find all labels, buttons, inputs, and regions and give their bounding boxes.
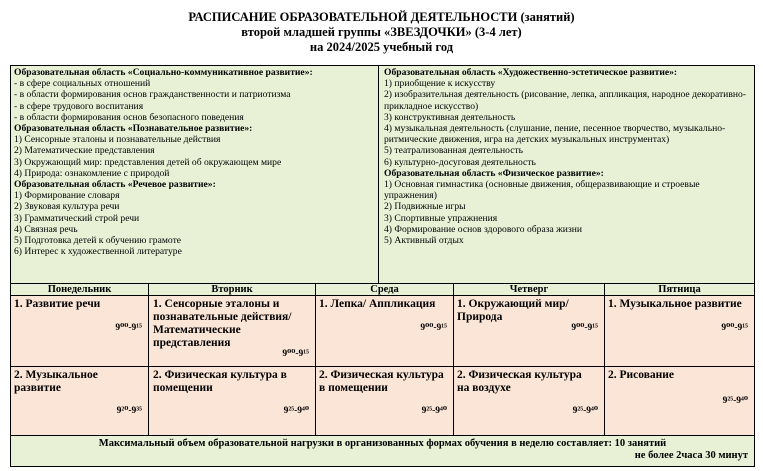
area-item: 2) Математические представления bbox=[14, 145, 155, 157]
lesson-title: 1. Сенсорные эталоны и познавательные действия/ Математические представления bbox=[153, 298, 292, 349]
lesson-time: 9⁰⁰-9¹⁵ bbox=[571, 323, 598, 333]
area-heading-social: Образовательная область «Социально-коммуникативное развитие»: bbox=[14, 67, 313, 78]
area-item: 3) Грамматический строй речи bbox=[14, 212, 140, 224]
weekly-load-text: Максимальный объем образовательной нагрузки в организованных формах обучения в неделю составляет: 10 занятий bbox=[98, 438, 667, 449]
area-item: 2) изобразительная деятельность (рисование, лепка, аппликация, народное декоративно-прикладное искусство) bbox=[384, 89, 746, 112]
area-item: 5) Активный отдых bbox=[384, 235, 464, 247]
lesson-title: 1. Музыкальное развитие bbox=[608, 298, 742, 310]
area-item: - в области формирования основ безопасного поведения bbox=[14, 111, 244, 123]
area-item: - в сфере социальных отношений bbox=[14, 78, 151, 90]
educational-areas bbox=[11, 66, 754, 284]
lesson-time: 9⁰⁰-9¹⁵ bbox=[721, 323, 748, 333]
lesson-cell bbox=[316, 296, 454, 367]
day-friday: Пятница bbox=[658, 284, 701, 295]
lesson-time: 9²⁵-9⁴⁰ bbox=[283, 406, 309, 416]
areas-left-column bbox=[11, 66, 379, 283]
lesson-cell bbox=[605, 296, 754, 367]
lesson-time: 9²⁵-9⁴⁰ bbox=[572, 406, 598, 416]
lesson-title: 2. Музыкальное развитие bbox=[14, 369, 98, 394]
area-heading-cognitive: Образовательная область «Познавательное развитие»: bbox=[14, 123, 253, 135]
area-item: 4) Связная речь bbox=[14, 223, 78, 235]
lesson-title: 2. Рисование bbox=[608, 369, 675, 381]
area-item: - в сфере трудового воспитания bbox=[14, 100, 144, 112]
area-item: 4) Формирование основ здорового образа жизни bbox=[384, 223, 582, 235]
schedule-table bbox=[10, 65, 755, 467]
lesson-title: 2. Физическая культура в помещении bbox=[153, 369, 287, 394]
lesson-time: 9⁰⁰-9¹⁵ bbox=[420, 323, 447, 333]
lesson-cell bbox=[316, 367, 454, 435]
lesson-time: 9⁰⁰-9¹⁵ bbox=[282, 349, 309, 359]
lesson-title: 1. Развитие речи bbox=[14, 298, 101, 310]
area-item: 4) Природа: ознакомление с природой bbox=[14, 167, 170, 179]
weekly-load-footer bbox=[11, 435, 754, 466]
area-item: - в области формирования основ гражданственности и патриотизма bbox=[14, 89, 291, 101]
area-item: 3) конструктивная деятельность bbox=[384, 111, 516, 123]
weekday-header-row bbox=[11, 284, 754, 296]
lesson-time: 9²⁵-9⁴⁰ bbox=[722, 396, 748, 406]
lesson-cell bbox=[454, 296, 605, 367]
document-title bbox=[0, 10, 763, 55]
area-item: 2) Подвижные игры bbox=[384, 201, 466, 213]
lesson-title: 2. Физическая культура на воздухе bbox=[457, 369, 582, 394]
area-item: 1) Формирование словаря bbox=[14, 190, 120, 202]
day-wednesday: Среда bbox=[316, 284, 454, 295]
area-item: 6) культурно-досуговая деятельность bbox=[384, 156, 536, 168]
areas-right-column bbox=[379, 66, 754, 283]
area-heading-physical: Образовательная область «Физическое развитие»: bbox=[384, 167, 604, 179]
lesson-time: 9²⁰-9³⁵ bbox=[116, 406, 142, 416]
area-heading-speech: Образовательная область «Речевое развитие»: bbox=[14, 179, 216, 191]
area-item: 5) Подготовка детей к обучению грамоте bbox=[14, 235, 182, 247]
area-item: 6) Интерес к художественной литературе bbox=[14, 246, 182, 258]
area-heading-artistic: Образовательная область «Художественно-эстетическое развитие»: bbox=[384, 67, 678, 78]
lesson-cell bbox=[605, 367, 754, 435]
area-item: 3) Окружающий мир: представления детей об окружающем мире bbox=[14, 156, 282, 168]
lesson-cell bbox=[149, 367, 316, 435]
lesson-cell bbox=[11, 296, 149, 367]
area-item: 3) Спортивные упражнения bbox=[384, 212, 498, 224]
area-item: 1) приобщение к искусству bbox=[384, 78, 496, 90]
title-line-3: на 2024/2025 учебный год bbox=[309, 40, 454, 54]
lesson-cell bbox=[149, 296, 316, 367]
area-item: 2) Звуковая культура речи bbox=[14, 201, 120, 213]
area-item: 1) Сенсорные эталоны и познавательные действия bbox=[14, 134, 221, 146]
lesson-cell bbox=[454, 367, 605, 435]
title-line-2: второй младшей группы «ЗВЕЗДОЧКИ» (3-4 лет) bbox=[241, 25, 522, 39]
schedule-body bbox=[11, 296, 754, 435]
title-line-1: РАСПИСАНИЕ ОБРАЗОВАТЕЛЬНОЙ ДЕЯТЕЛЬНОСТИ (занятий) bbox=[188, 10, 575, 24]
day-thursday: Четверг bbox=[454, 284, 605, 295]
lesson-time: 9²⁵-9⁴⁰ bbox=[421, 406, 447, 416]
day-monday: Понедельник bbox=[11, 284, 149, 295]
day-tuesday: Вторник bbox=[149, 284, 316, 295]
lesson-title: 1. Лепка/ Аппликация bbox=[319, 298, 436, 310]
area-item: 1) Основная гимнастика (основные движения, общеразвивающие и строевые упражнения) bbox=[384, 179, 700, 202]
weekly-load-duration: не более 2часа 30 минут bbox=[634, 450, 748, 461]
lesson-title: 1. Окружающий мир/ Природа bbox=[457, 298, 569, 323]
area-item: 5) театрализованная деятельность bbox=[384, 145, 524, 157]
lesson-title: 2. Физическая культура в помещении bbox=[319, 369, 444, 394]
area-item: 4) музыкальная деятельность (слушание, пение, песенное творчество, музыкально-ритмические движения, игра на детских музыкальных инструментах) bbox=[384, 123, 726, 146]
lesson-time: 9⁰⁰-9¹⁵ bbox=[115, 323, 142, 333]
lesson-cell bbox=[11, 367, 149, 435]
